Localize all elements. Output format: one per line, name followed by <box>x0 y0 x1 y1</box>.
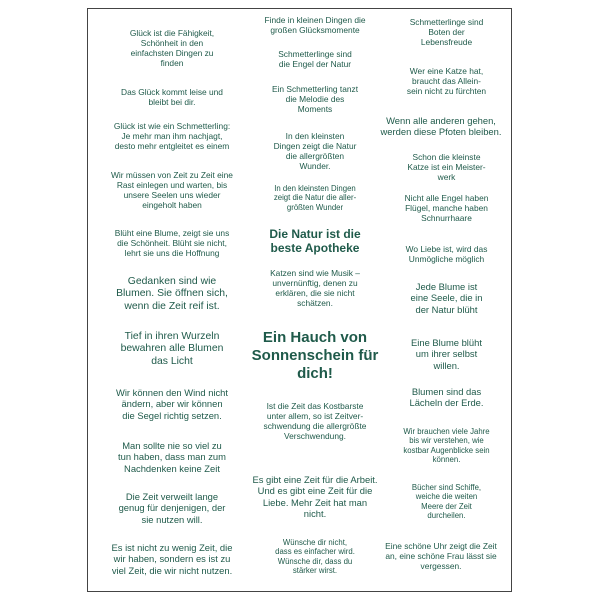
quote-engel-natur: Schmetterlinge sind die Engel der Natur <box>278 49 352 70</box>
quote-kleinsten-dingen-2: In den kleinsten Dingen zeigt die Natur die aller- größten Wunder <box>273 184 357 212</box>
quote-kleinsten-dingen-1: In den kleinsten Dingen zeigt die Natur die allergrößten Wunder. <box>273 131 357 172</box>
quote-kleinste-katze: Schon die kleinste Katze ist ein Meister- werk <box>407 152 486 183</box>
quote-buecher-schiffe: Bücher sind Schiffe, weiche die weiten Meere der Zeit durcheilen. <box>411 483 482 521</box>
quote-zeit-verweilt: Die Zeit verweilt lange genug für denjenigen, der sie nutzen will. <box>118 491 226 525</box>
quote-kleine-dinge: Finde in kleinen Dingen die großen Glücksmomente <box>264 15 366 36</box>
quote-tief-wurzeln: Tief in ihren Wurzeln bewahren alle Blumen das Licht <box>120 331 224 367</box>
quote-blume-hoffnung: Blüht eine Blume, zeigt sie uns die Schönheit. Blüht sie nicht, lehrt sie uns die Hoffnung <box>114 228 230 259</box>
quote-glueck-faehigkeit: Glück ist die Fähigkeit, Schönheit in den einfachsten Dingen zu finden <box>129 28 215 69</box>
quote-engel-schnurrhaare: Nicht alle Engel haben Flügel, manche haben Schnurrhaare <box>404 193 489 224</box>
quote-pfoten-bleiben: Wenn alle anderen gehen, werden diese Pfoten bleiben. <box>380 115 502 138</box>
quote-wind-segel: Wir können den Wind nicht ändern, aber wir können die Segel richtig setzen. <box>115 387 229 421</box>
quote-augenblicke: Wir brauchen viele Jahre bis wir verstehen, wie kostbar Augenblicke sein können. <box>403 427 490 465</box>
quote-nachdenken: Man sollte nie so viel zu tun haben, dass man zum Nachdenken keine Zeit <box>118 440 226 474</box>
quote-glueck-schmetterling: Glück ist wie ein Schmetterling: Je mehr man ihm nachjagt, desto mehr entgleitet es einem <box>113 121 231 152</box>
quote-schmetterling-tanzt: Ein Schmetterling tanzt die Melodie des Moments <box>271 84 359 115</box>
quote-kostbarste: Ist die Zeit das Kostbarste unter allem, so ist Zeitver- schwendung die allergrößte Verschwendung. <box>263 401 367 442</box>
quote-boten-lebensfreude: Schmetterlinge sind Boten der Lebensfreude <box>409 17 484 48</box>
quote-liebe-unmoeglich: Wo Liebe ist, wird das Unmögliche möglich <box>405 244 488 265</box>
quote-blume-seele: Jede Blume ist eine Seele, die in der Natur blüht <box>410 281 483 315</box>
quote-schoene-uhr: Eine schöne Uhr zeigt die Zeit an, eine schöne Frau lässt sie vergessen. <box>385 541 497 572</box>
quote-blume-bluehen: Eine Blume blüht um ihrer selbst willen. <box>411 337 482 371</box>
quote-staerker-werden: Wünsche dir nicht, dass es einfacher wird. Wünsche dir, dass du stärker wirst. <box>275 538 355 576</box>
quote-zeit-arbeit: Es gibt eine Zeit für die Arbeit. Und es gibt eine Zeit für die Liebe. Mehr Zeit hat man nicht. <box>252 474 378 519</box>
quote-zu-wenig-zeit: Es ist nicht zu wenig Zeit, die wir haben, sondern es ist zu viel Zeit, die wir nicht nutzen. <box>111 542 233 576</box>
quote-laecheln-erde: Blumen sind das Lächeln der Erde. <box>409 386 484 409</box>
quote-hauch-sonnenschein: Ein Hauch von Sonnenschein für dich! <box>251 329 379 382</box>
quote-gedanken-blumen: Gedanken sind wie Blumen. Sie öffnen sich, wenn die Zeit reif ist. <box>116 276 228 312</box>
quote-glueck-leise: Das Glück kommt leise und bleibt bei dir. <box>121 87 223 108</box>
quote-katzen-musik: Katzen sind wie Musik – unvernünftig, denen zu erklären, die sie nicht schätzen. <box>270 268 360 309</box>
quote-rast-einlegen: Wir müssen von Zeit zu Zeit eine Rast einlegen und warten, bis unsere Seelen uns wieder eingeholt haben <box>111 170 233 211</box>
quote-natur-apotheke: Die Natur ist die beste Apotheke <box>269 227 361 256</box>
quote-katze-alleinsein: Wer eine Katze hat, braucht das Allein- sein nicht zu fürchten <box>406 66 487 97</box>
